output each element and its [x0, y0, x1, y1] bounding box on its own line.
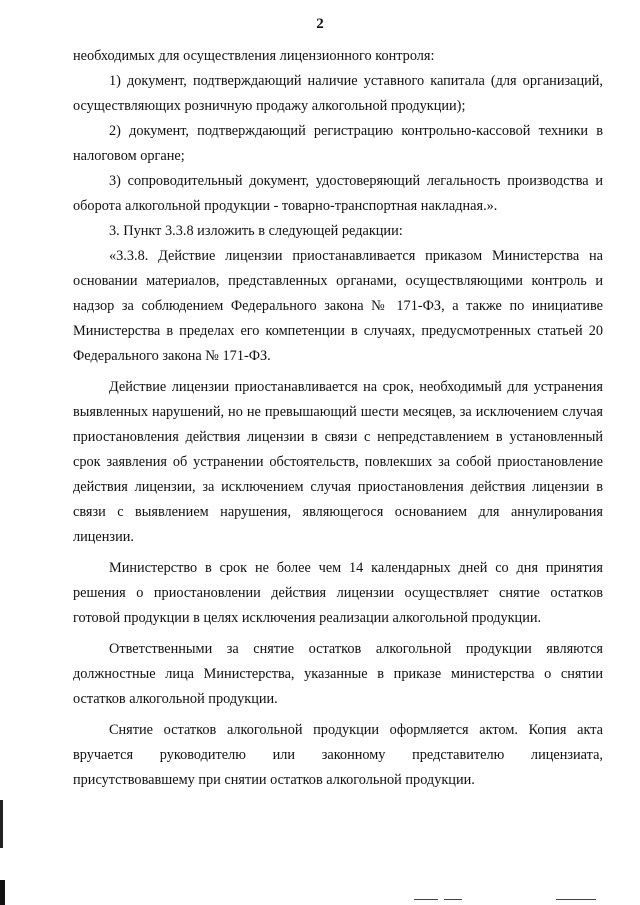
paragraph-act-copy: Снятие остатков алкогольной продукции оформляется актом. Копия акта вручается руководителю или законному представителю лицензиата, присутствовавшему при снятии остатков алкогольной продукции.: [73, 722, 603, 788]
scan-artifact-line: [414, 899, 438, 900]
paragraph-item-3: 3) сопроводительный документ, удостоверяющий легальность производства и оборота алкогольной продукции - товарно-транспортная накладная.».: [73, 173, 603, 214]
paragraph-point-3: 3. Пункт 3.3.8 изложить в следующей редакции:: [109, 223, 403, 239]
paragraph-continuation: необходимых для осуществления лицензионного контроля:: [73, 48, 435, 64]
scan-edge-mark: [0, 800, 3, 848]
paragraph-item-1: 1) документ, подтверждающий наличие уставного капитала (для организаций, осуществляющих розничную продажу алкогольной продукции);: [73, 73, 603, 114]
scan-artifact-line: [556, 899, 596, 900]
paragraph-suspension-term: Действие лицензии приостанавливается на срок, необходимый для устранения выявленных нарушений, но не превышающий шести месяцев, за исключением случая приостановления действия лицензии в связи с непредставлением в установленный срок заявления об устранении обстоятельств, повлекших за собой приостановление действия лицензии, за исключением случая приостановления действия лицензии в связи с выявлением нарушения, являющегося основанием для аннулирования лицензии.: [73, 379, 603, 545]
paragraph-responsible-officials: Ответственными за снятие остатков алкогольной продукции являются должностные лица Министерства, указанные в приказе министерства о снятии остатков алкогольной продукции.: [73, 641, 603, 707]
scan-artifact-line: [444, 899, 462, 900]
document-body: [73, 44, 603, 793]
scan-edge-mark-bottom: [0, 880, 5, 905]
page-number: 2: [316, 16, 324, 32]
paragraph-clause-3-3-8: «3.3.8. Действие лицензии приостанавливается приказом Министерства на основании материалов, представленных органами, осуществляющими контроль и надзор за соблюдением Федерального закона № 171-ФЗ, а также по инициативе Министерства в пределах его компетенции в случаях, предусмотренных статьей 20 Федерального закона № 171-ФЗ.: [73, 248, 603, 364]
paragraph-ministry-deadline: Министерство в срок не более чем 14 календарных дней со дня принятия решения о приостановлении действия лицензии осуществляет снятие остатков готовой продукции в целях исключения реализации алкогольной продукции.: [73, 560, 603, 626]
paragraph-item-2: 2) документ, подтверждающий регистрацию контрольно-кассовой техники в налоговом органе;: [73, 123, 603, 164]
